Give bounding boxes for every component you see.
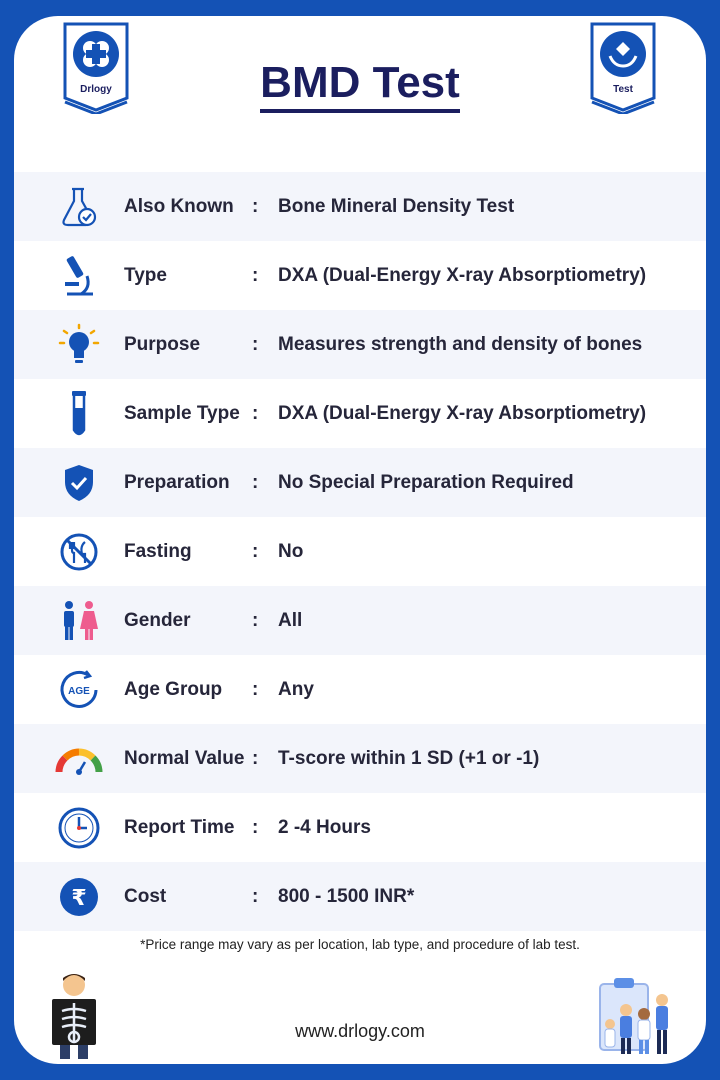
- test-badge-text: Test: [613, 84, 633, 95]
- row-label: Type: [124, 264, 167, 286]
- row-colon: :: [252, 609, 259, 631]
- row-value: 2 -4 Hours: [278, 816, 371, 838]
- row-colon: :: [252, 747, 259, 769]
- row-cost: [14, 862, 706, 931]
- row-value: DXA (Dual-Energy X-ray Absorptiometry): [278, 264, 647, 286]
- info-card: [14, 16, 706, 1064]
- row-report-time: [14, 793, 706, 862]
- row-colon: :: [252, 402, 259, 424]
- row-colon: :: [252, 540, 259, 562]
- row-colon: :: [252, 885, 259, 907]
- row-label: Fasting: [124, 540, 192, 562]
- age-icon: [54, 667, 104, 713]
- row-value: Any: [278, 678, 314, 700]
- website-link[interactable]: www.drlogy.com: [295, 1021, 425, 1041]
- row-label: Sample Type: [124, 402, 240, 424]
- row-value: Bone Mineral Density Test: [278, 195, 515, 217]
- row-colon: :: [252, 195, 259, 217]
- row-preparation: [14, 448, 706, 517]
- row-normal-value: [14, 724, 706, 793]
- shield-check-icon: [54, 460, 104, 506]
- price-footnote: *Price range may vary as per location, lab type, and procedure of lab test.: [140, 937, 580, 952]
- drlogy-badge-text: Drlogy: [80, 84, 112, 95]
- row-value: No: [278, 540, 304, 562]
- row-colon: :: [252, 816, 259, 838]
- row-colon: :: [252, 678, 259, 700]
- row-value: Measures strength and density of bones: [278, 333, 643, 355]
- row-gender: [14, 586, 706, 655]
- row-age-group: [14, 655, 706, 724]
- row-label: Age Group: [124, 678, 223, 700]
- clock-icon: [54, 805, 104, 851]
- doctor-xray-illustration: [48, 971, 104, 1061]
- row-label: Report Time: [124, 816, 235, 838]
- rupee-icon: [54, 874, 104, 920]
- row-also-known: [14, 172, 706, 241]
- svg-text:AGE: AGE: [68, 686, 90, 697]
- gauge-icon: [54, 736, 104, 782]
- row-value: No Special Preparation Required: [278, 471, 574, 493]
- row-label: Also Known: [124, 195, 234, 217]
- row-colon: :: [252, 333, 259, 355]
- row-sample-type: [14, 379, 706, 448]
- row-value: 800 - 1500 INR*: [278, 885, 415, 907]
- row-label: Preparation: [124, 471, 230, 493]
- medical-team-illustration: [594, 974, 680, 1060]
- row-value: DXA (Dual-Energy X-ray Absorptiometry): [278, 402, 647, 424]
- row-colon: :: [252, 264, 259, 286]
- row-label: Normal Value: [124, 747, 245, 769]
- row-label: Cost: [124, 885, 167, 907]
- row-label: Purpose: [124, 333, 201, 355]
- row-value: All: [278, 609, 303, 631]
- row-purpose: [14, 310, 706, 379]
- row-colon: :: [252, 471, 259, 493]
- no-food-icon: [54, 529, 104, 575]
- page-title: BMD Test: [14, 58, 706, 108]
- info-table: [14, 172, 706, 931]
- test-tube-icon: [54, 391, 104, 437]
- row-type: [14, 241, 706, 310]
- row-label: Gender: [124, 609, 191, 631]
- row-fasting: [14, 517, 706, 586]
- flask-check-icon: [54, 184, 104, 230]
- microscope-icon: [54, 253, 104, 299]
- row-value: T-score within 1 SD (+1 or -1): [278, 747, 540, 769]
- lightbulb-icon: [54, 322, 104, 368]
- svg-text:₹: ₹: [71, 886, 87, 911]
- gender-icon: [54, 598, 104, 644]
